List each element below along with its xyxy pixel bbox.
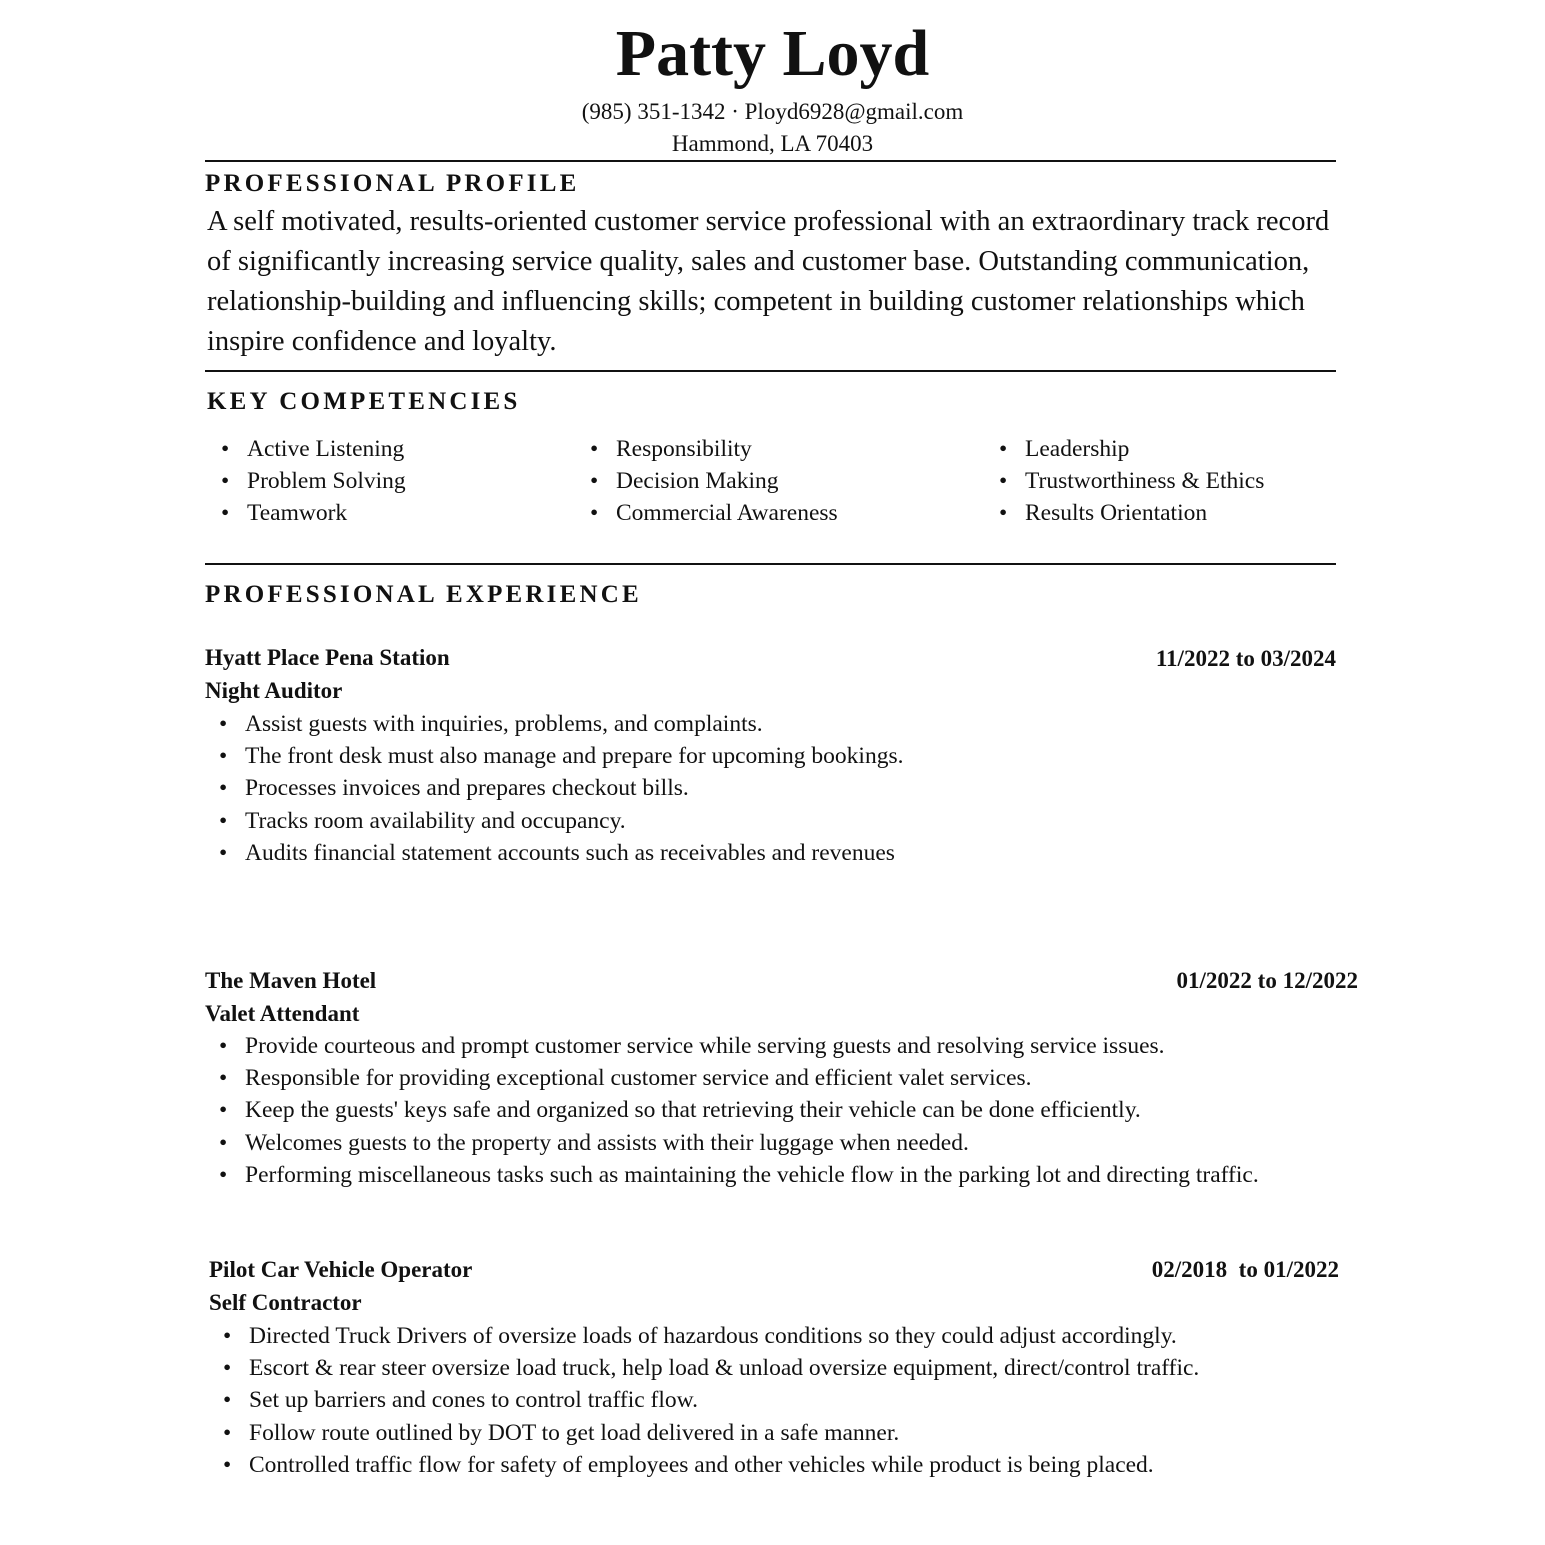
- duty-item: • Escort & rear steer oversize load truck, help load & unload oversize equipment, direct/control traffic.: [223, 1355, 1200, 1382]
- competency-item: • Problem Solving: [221, 468, 406, 495]
- job-duties: [205, 708, 903, 869]
- competency-item: • Responsibility: [590, 436, 752, 462]
- competencies-heading: KEY COMPETENCIES: [207, 388, 521, 415]
- job-company: Hyatt Place Pena Station: [205, 645, 450, 670]
- experience-heading: PROFESSIONAL EXPERIENCE: [205, 581, 642, 608]
- job-dates: 01/2022 to 12/2022: [1176, 968, 1358, 993]
- job-duties: [209, 1320, 1199, 1481]
- contact-line: (985) 351-1342 · Ployd6928@gmail.com: [581, 99, 964, 124]
- job-title: Self Contractor: [209, 1290, 362, 1315]
- job-title: Valet Attendant: [205, 1001, 360, 1026]
- job-dates: 11/2022 to 03/2024: [1155, 646, 1336, 671]
- competency-item: • Teamwork: [221, 500, 348, 527]
- competency-item: • Leadership: [999, 436, 1130, 462]
- job-company: Pilot Car Vehicle Operator: [209, 1257, 473, 1282]
- duty-item: • Provide courteous and prompt customer service while serving guests and resolving service issues.: [219, 1033, 1165, 1059]
- profile-summary: A self motivated, results-oriented customer service professional with an extraordinary track record of significantly increasing service quality, sales and customer base. Outstanding communication, relationship-building and influencing skills; competent in building customer relationships which inspire confidence and loyalty.: [207, 206, 1330, 357]
- divider: [205, 160, 1336, 162]
- competency-item: • Active Listening: [221, 436, 405, 462]
- competencies-column-2: [576, 433, 838, 530]
- duty-item: • Assist guests with inquiries, problems, and complaints.: [219, 711, 763, 737]
- competency-item: • Decision Making: [590, 468, 779, 495]
- duty-item: • Performing miscellaneous tasks such as maintaining the vehicle flow in the parking lot and directing traffic.: [219, 1161, 1259, 1188]
- duty-item: • Processes invoices and prepares checkout bills.: [219, 775, 689, 802]
- duty-item: • Tracks room availability and occupancy.: [219, 807, 626, 834]
- competency-item: • Results Orientation: [999, 500, 1208, 527]
- competencies-column-3: [985, 433, 1264, 530]
- job-dates: 02/2018 to 01/2022: [1151, 1257, 1339, 1282]
- competency-item: • Commercial Awareness: [590, 500, 838, 527]
- duty-item: • Audits financial statement accounts such as receivables and revenues: [219, 839, 895, 866]
- duty-item: • Directed Truck Drivers of oversize loads of hazardous conditions so they could adjust accordingly.: [223, 1323, 1177, 1349]
- duty-item: • Welcomes guests to the property and assists with their luggage when needed.: [219, 1129, 969, 1156]
- duty-item: • Set up barriers and cones to control traffic flow.: [223, 1387, 698, 1414]
- duty-item: • The front desk must also manage and prepare for upcoming bookings.: [219, 743, 904, 770]
- duty-item: • Follow route outlined by DOT to get load delivered in a safe manner.: [223, 1419, 900, 1446]
- competency-item: • Trustworthiness & Ethics: [999, 468, 1265, 495]
- competencies-column-1: [207, 433, 406, 530]
- duty-item: • Controlled traffic flow for safety of employees and other vehicles while product is being placed.: [223, 1451, 1154, 1478]
- divider: [205, 563, 1336, 565]
- job-company: The Maven Hotel: [205, 968, 377, 993]
- candidate-name: Patty Loyd: [615, 17, 930, 90]
- duty-item: • Keep the guests' keys safe and organized so that retrieving their vehicle can be done efficiently.: [219, 1097, 1141, 1124]
- job-duties: [205, 1030, 1259, 1191]
- divider: [205, 370, 1336, 372]
- profile-heading: PROFESSIONAL PROFILE: [205, 170, 580, 197]
- address-line: Hammond, LA 70403: [671, 131, 874, 156]
- duty-item: • Responsible for providing exceptional customer service and efficient valet services.: [219, 1065, 1032, 1092]
- job-title: Night Auditor: [205, 678, 343, 703]
